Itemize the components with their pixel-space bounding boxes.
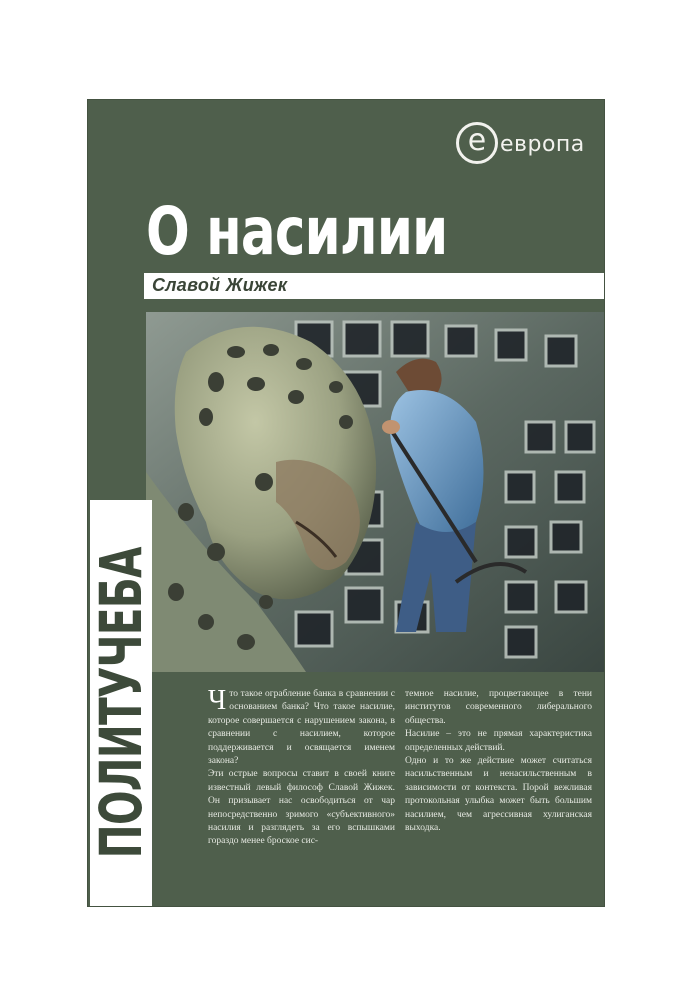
- series-band: [87, 500, 155, 906]
- blurb-paragraph: [208, 685, 395, 768]
- author-band: [144, 273, 604, 299]
- blurb-paragraph: Насилие – это не прямая характеристика определенных действий.: [405, 729, 592, 753]
- series-label: ПОЛИТУЧЕБА: [87, 547, 155, 859]
- series-label-wrapper: [87, 500, 155, 906]
- blurb-dropcap: Ч: [208, 685, 227, 716]
- blurb-column-2: [405, 688, 592, 849]
- publisher-logo-letter: e: [467, 123, 487, 158]
- book-title: О насилии: [146, 193, 448, 270]
- publisher-logo-icon: [456, 122, 498, 164]
- blurb-text: то такое ограбление банка в сравнении с основанием банка? Что такое насилие, которое совершается с нарушением закона, в сравнении с насилием, которое поддерживается и освящается именем закона?: [208, 689, 395, 767]
- publisher-name: европа: [500, 131, 585, 157]
- blurb-column-1: [208, 685, 395, 849]
- blurb-paragraph: Одно и то же действие может считаться насильственным и ненасильственным в зависимости от контекста. Порой вежливая протокольная улыбка может быть большим насилием, чем агрессивная хулиганская выходка.: [405, 756, 592, 834]
- author-name: Славой Жижек: [152, 275, 288, 295]
- book-cover: [88, 100, 604, 906]
- cover-blurb: [208, 685, 592, 849]
- illustration-image: [146, 312, 604, 672]
- publisher-logo: [456, 118, 585, 168]
- cover-illustration: [146, 312, 604, 672]
- blurb-paragraph: Эти острые вопросы ставит в своей книге известный левый философ Славой Жижек. Он призывает нас освободиться от чар непосредственно зримого «субъективного» насилия и разглядеть за его вспышками гораздо менее броское сис-: [208, 769, 395, 847]
- blurb-paragraph: темное насилие, процветающее в тени институтов современного либерального общества.: [405, 689, 592, 726]
